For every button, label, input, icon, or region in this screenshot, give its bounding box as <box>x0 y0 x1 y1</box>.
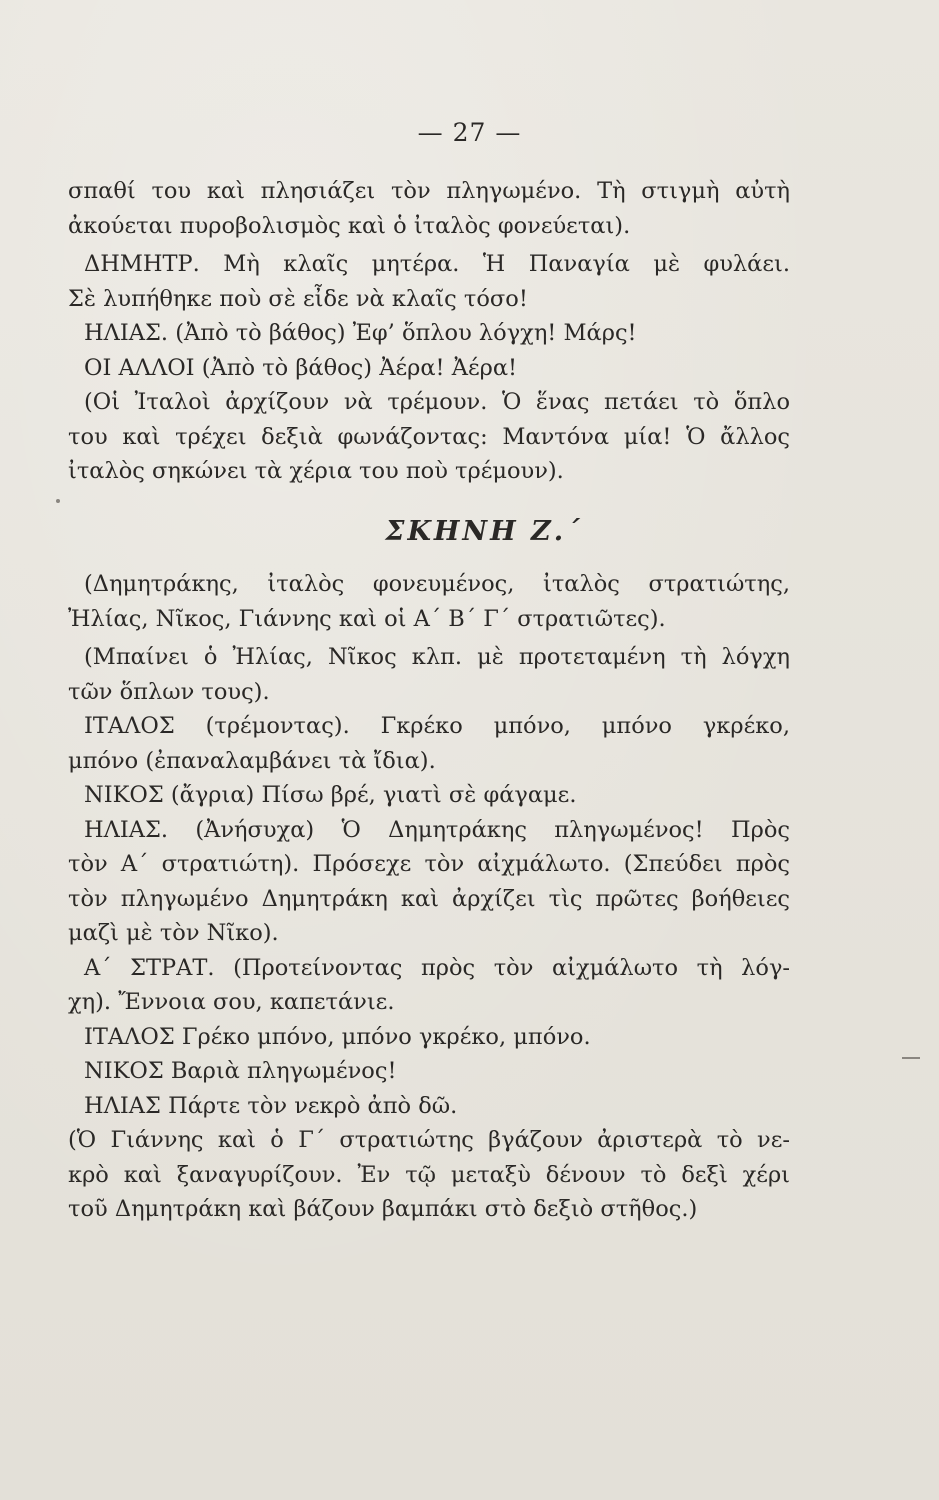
dialogue-line: ΙΤΑΛΟΣ (τρέμοντας). Γκρέκο μπόνο, μπόνο γκρέκο, <box>84 713 790 739</box>
text-line: χη). Ἔννοια σου, καπετάνιε. <box>68 989 395 1015</box>
stage-direction-line: (Δημητράκης, ἰταλὸς φονευμένος, ἰταλὸς στρατιώτης, <box>84 571 790 597</box>
dialogue-line: ΟΙ ΑΛΛΟΙ (Ἀπὸ τὸ βάθος) Ἀέρα! Ἀέρα! <box>84 354 518 381</box>
margin-dash-mark <box>902 1057 920 1059</box>
stage-direction-line: (Ὁ Γιάννης καὶ ὁ Γ΄ στρατιώτης βγάζουν ἀριστερὰ τὸ νε- <box>68 1127 790 1153</box>
text-line: τῶν ὅπλων τους). <box>68 678 270 705</box>
stage-direction-line: (Μπαίνει ὁ Ἠλίας, Νῖκος κλπ. μὲ προτεταμένη τὴ λόγχη <box>84 644 790 670</box>
text-line: ἀκούεται πυροβολισμὸς καὶ ὁ ἰταλὸς φονεύεται). <box>68 212 631 239</box>
dialogue-line: ΝΙΚΟΣ (ἄγρια) Πίσω βρέ, γιατὶ σὲ φάγαμε. <box>84 782 577 808</box>
text-line: κρὸ καὶ ξαναγυρίζουν. Ἐν τῷ μεταξὺ δένουν τὸ δεξὶ χέρι <box>68 1161 790 1188</box>
text-line: μπόνο (ἐπαναλαμβάνει τὰ ἴδια). <box>68 747 436 774</box>
page-text <box>68 174 790 1227</box>
text-line: Σὲ λυπήθηκε ποὺ σὲ εἶδε νὰ κλαῖς τόσο! <box>68 285 528 312</box>
dialogue-line: ΙΤΑΛΟΣ Γρέκο μπόνο, μπόνο γκρέκο, μπόνο. <box>84 1023 591 1050</box>
text-line: τὸν πληγωμένο Δημητράκη καὶ ἀρχίζει τὶς πρῶτες βοήθειες <box>68 885 790 912</box>
scene-heading: ΣΚΗΝΗ Ζ.΄ <box>385 515 583 547</box>
page-number: — 27 — <box>417 118 522 147</box>
text-line: ἰταλὸς σηκώνει τὰ χέρια του ποὺ τρέμουν). <box>68 458 564 484</box>
text-line: τοῦ Δημητράκη καὶ βάζουν βαμπάκι στὸ δεξιὸ στῆθος.) <box>68 1196 698 1222</box>
dialogue-line: ΗΛΙΑΣ. (Ἀπὸ τὸ βάθος) Ἐφ’ ὅπλου λόγχη! Μάρς! <box>84 320 637 346</box>
dialogue-line: Α΄ ΣΤΡΑΤ. (Προτείνοντας πρὸς τὸν αἰχμάλωτο τὴ λόγ- <box>84 954 790 981</box>
text-line: τὸν Α΄ στρατιώτη). Πρόσεχε τὸν αἰχμάλωτο. (Σπεύδει πρὸς <box>68 851 790 877</box>
dialogue-line: ΝΙΚΟΣ Βαριὰ πληγωμένος! <box>84 1058 397 1084</box>
text-line: μαζὶ μὲ τὸν Νῖκο). <box>68 920 279 946</box>
text-line: σπαθί του καὶ πλησιάζει τὸν πληγωμένο. Τὴ στιγμὴ αὐτὴ <box>68 178 790 204</box>
text-line: του καὶ τρέχει δεξιὰ φωνάζοντας: Μαντόνα μία! Ὁ ἄλλος <box>68 423 790 450</box>
dialogue-line: ΔΗΜΗΤΡ. Μὴ κλαῖς μητέρα. Ἡ Παναγία μὲ φυλάει. <box>84 251 790 277</box>
dialogue-line: ΗΛΙΑΣ. (Ἀνήσυχα) Ὁ Δημητράκης πληγωμένος! Πρὸς <box>84 816 790 843</box>
dialogue-line: ΗΛΙΑΣ Πάρτε τὸν νεκρὸ ἀπὸ δῶ. <box>84 1092 458 1119</box>
print-speck <box>56 499 60 503</box>
stage-direction-line: (Οἱ Ἰταλοὶ ἀρχίζουν νὰ τρέμουν. Ὁ ἕνας πετάει τὸ ὅπλο <box>84 389 790 415</box>
text-line: Ἠλίας, Νῖκος, Γιάννης καὶ οἱ Α΄ Β΄ Γ΄ στρατιῶτες). <box>68 605 666 632</box>
